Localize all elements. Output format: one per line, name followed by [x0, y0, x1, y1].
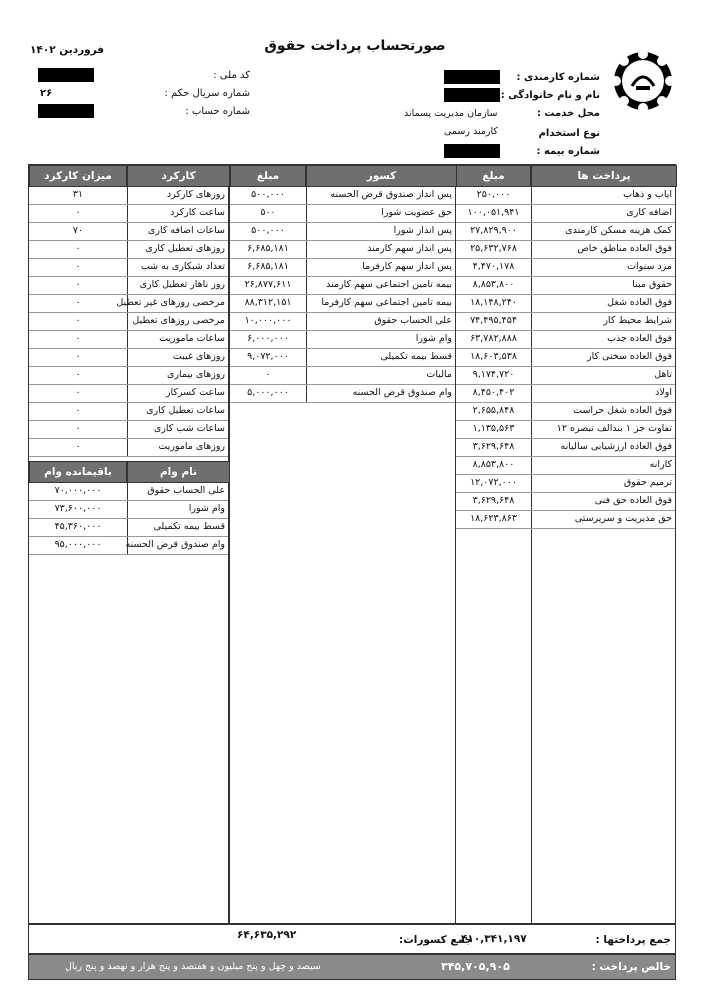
payment-row-label: حقوق مبنا — [632, 279, 672, 290]
payment-row-label: اضافه کاری — [626, 207, 672, 218]
loan-row-label: قسط بیمه تکمیلی — [153, 521, 225, 532]
full-name-label: نام و نام خانوادگی : — [500, 90, 600, 101]
insurance-number-label: شماره بیمه : — [536, 146, 600, 157]
deduction-row-label: پس انداز صندوق قرض الحسنه — [330, 189, 452, 200]
deduction-row-label: قسط بیمه تکمیلی — [380, 351, 452, 362]
workday-row — [29, 367, 228, 385]
payment-row-label: فوق العاده شغل حراست — [573, 405, 672, 416]
workday-row — [29, 259, 228, 277]
employee-number-label: شماره کارمندی : — [516, 72, 600, 83]
payment-row-label: فوق العاده شغل — [607, 297, 672, 308]
full-name-redacted — [444, 88, 500, 102]
deduction-row — [230, 241, 455, 259]
loans-header-label: نام وام — [127, 461, 230, 483]
loan-row-label: وام شورا — [188, 503, 225, 514]
workplace-value: سازمان مدیریت پسماند — [404, 108, 498, 119]
workday-row-amount: ۰ — [75, 423, 81, 434]
deduction-row-amount: ۶,۶۸۵,۱۸۱ — [247, 243, 289, 254]
payment-row-amount: ۱۸,۶۲۳,۸۶۳ — [470, 513, 517, 524]
workday-row-label: روزهای کارکرد — [166, 189, 225, 200]
payment-row-label: فوق العاده ارزشیابی سالیانه — [560, 441, 672, 452]
deduction-row-amount: ۵۰۰,۰۰۰ — [251, 225, 285, 236]
payment-row-label: ترمیم حقوق — [623, 477, 672, 488]
loans-header-amount: باقیمانده وام — [29, 461, 127, 483]
totals-row — [28, 924, 676, 954]
loan-row-amount: ۷۳,۶۰۰,۰۰۰ — [54, 503, 102, 514]
workday-row-amount: ۳۱ — [72, 189, 84, 200]
deduction-row-amount: ۵۰۰,۰۰۰ — [251, 189, 285, 200]
deduction-row-amount: ۵,۰۰۰,۰۰۰ — [247, 387, 289, 398]
deduction-row-label: بیمه تامین اجتماعی سهم کارمند — [326, 279, 452, 290]
payment-row — [456, 205, 675, 223]
payments-header-label: پرداخت ها — [531, 165, 677, 187]
payment-row — [456, 331, 675, 349]
workday-row — [29, 205, 228, 223]
deduction-row — [230, 277, 455, 295]
payment-row — [456, 349, 675, 367]
payment-row — [456, 295, 675, 313]
payments-header-amount: مبلغ — [456, 165, 531, 187]
deduction-row-label: پس انداز شورا — [393, 225, 452, 236]
workday-row — [29, 277, 228, 295]
loan-row — [29, 519, 228, 537]
workday-row-label: روزهای بیماری — [166, 369, 225, 380]
workday-row-amount: ۰ — [75, 207, 81, 218]
workday-row-label: ساعات شب کاری — [153, 423, 225, 434]
employment-type-value: کارمند رسمی — [444, 126, 498, 137]
payments-table — [455, 164, 676, 924]
payment-row-amount: ۱,۱۳۵,۵۶۳ — [472, 423, 515, 434]
workday-row-amount: ۰ — [75, 441, 81, 452]
organization-logo — [612, 50, 674, 112]
deductions-header-amount: مبلغ — [230, 165, 306, 187]
payment-row-label: مزد سنوات — [627, 261, 672, 272]
deduction-row-label: پس انداز سهم کارمند — [367, 243, 452, 254]
page-title: صورتحساب پرداخت حقوق — [264, 38, 446, 54]
payment-row-label: فوق العاده مناطق خاص — [577, 243, 672, 254]
payment-row-label: کارانه — [649, 459, 672, 470]
workday-row — [29, 295, 228, 313]
payment-row-label: فوق العاده سختی کار — [587, 351, 672, 362]
net-pay-bar — [28, 954, 676, 980]
workday-row-label: ساعات ماموریت — [159, 333, 225, 344]
payment-row-label: حق مدیریت و سرپرستی — [574, 513, 672, 524]
payment-row-amount: ۱۸,۶۰۳,۵۳۸ — [470, 351, 517, 362]
payment-row — [456, 421, 675, 439]
deduction-row-amount: ۹,۰۷۲,۰۰۰ — [247, 351, 289, 362]
deduction-row — [230, 187, 455, 205]
payment-row — [456, 313, 675, 331]
workday-row — [29, 421, 228, 439]
workday-row — [29, 439, 228, 457]
payment-row-amount: ۸,۸۵۳,۸۰۰ — [472, 279, 515, 290]
payment-row-amount: ۷۴,۴۹۵,۴۵۴ — [470, 315, 517, 326]
deductions-table — [229, 164, 456, 924]
deduction-row — [230, 385, 455, 403]
insurance-number-redacted — [444, 144, 500, 158]
loan-row-amount: ۷۰,۰۰۰,۰۰۰ — [54, 485, 102, 496]
workday-row-amount: ۰ — [75, 333, 81, 344]
workday-row — [29, 349, 228, 367]
workday-row-amount: ۰ — [75, 261, 81, 272]
deduction-row-label: بیمه تامین اجتماعی سهم کارفرما — [321, 297, 452, 308]
deduction-row — [230, 205, 455, 223]
payment-row-label: تاهل — [654, 369, 672, 380]
payment-row — [456, 493, 675, 511]
payment-row-amount: ۹,۱۷۴,۷۲۰ — [472, 369, 515, 380]
payment-row — [456, 475, 675, 493]
workday-row-amount: ۰ — [75, 369, 81, 380]
date-label: فروردین ۱۴۰۲ — [30, 44, 105, 56]
deduction-row-label: پس انداز سهم کارفرما — [362, 261, 452, 272]
payment-row-amount: ۶۳,۷۸۲,۸۸۸ — [470, 333, 517, 344]
payment-row — [456, 511, 675, 529]
decree-serial-value: ۲۶ — [40, 88, 53, 99]
total-deductions-label: جمع کسورات: — [399, 934, 473, 946]
loan-row-amount: ۴۵,۳۶۰,۰۰۰ — [54, 521, 102, 532]
loan-row-label: وام صندوق قرض الحسنه — [125, 539, 225, 550]
deduction-row-amount: ۲۶,۸۷۷,۶۱۱ — [244, 279, 292, 290]
workday-row — [29, 403, 228, 421]
payment-row-label: کمک هزینه مسکن کارمندی — [565, 225, 672, 236]
payment-row-label: ایاب و ذهاب — [623, 189, 672, 200]
workday-row-label: روز ناهار تعطیل کاری — [139, 279, 225, 290]
payment-row-label: فوق العاده جذب — [607, 333, 672, 344]
deduction-row-label: وام صندوق قرض الحسنه — [352, 387, 452, 398]
national-id-label: کد ملی : — [213, 70, 250, 81]
workdays-header-label: کارکرد — [127, 165, 230, 187]
workday-row-label: روزهای غیبت — [172, 351, 225, 362]
total-payments-label: جمع پرداختها : — [595, 934, 671, 946]
payment-row — [456, 385, 675, 403]
workplace-label: محل خدمت : — [536, 108, 600, 119]
workday-row-amount: ۰ — [75, 351, 81, 362]
deduction-row-label: علی الحساب حقوق — [374, 315, 452, 326]
payment-row — [456, 403, 675, 421]
net-pay-label: خالص پرداخت : — [591, 961, 671, 973]
workday-row-label: روزهای ماموریت — [158, 441, 225, 452]
employment-type-label: نوع استخدام — [538, 128, 600, 139]
total-payments-value: ۴۱۰,۳۴۱,۱۹۷ — [461, 933, 527, 945]
workdays-header-amount: میزان کارکرد — [29, 165, 127, 187]
decree-serial-label: شماره سریال حکم : — [164, 88, 250, 99]
payment-row-amount: ۱۲,۰۷۲,۰۰۰ — [470, 477, 517, 488]
workdays-table — [28, 164, 229, 924]
total-deductions-value: ۶۴,۶۳۵,۲۹۲ — [237, 929, 297, 941]
net-pay-words: سیصد و چهل و پنج میلیون و هفتصد و پنج هزار و نهصد و پنج ریال — [65, 961, 321, 972]
left-info-block — [30, 66, 250, 126]
deduction-row — [230, 367, 455, 385]
payment-row — [456, 277, 675, 295]
deduction-row-label: حق عضویت شورا — [381, 207, 452, 218]
account-number-label: شماره حساب : — [185, 106, 250, 117]
workday-row-label: تعداد شبکاری به شب — [140, 261, 225, 272]
account-number-redacted — [38, 104, 94, 118]
deduction-row — [230, 331, 455, 349]
payment-row — [456, 439, 675, 457]
workday-row-amount: ۰ — [75, 387, 81, 398]
payment-row-amount: ۲۵۰,۰۰۰ — [476, 189, 511, 200]
payment-row — [456, 457, 675, 475]
deduction-row — [230, 349, 455, 367]
deductions-header-label: کسور — [306, 165, 457, 187]
payment-row-amount: ۲۷,۸۲۹,۹۰۰ — [470, 225, 517, 236]
workday-row — [29, 223, 228, 241]
loan-row — [29, 501, 228, 519]
payment-row-amount: ۳,۶۲۹,۶۴۸ — [472, 495, 515, 506]
workday-row-amount: ۰ — [75, 315, 81, 326]
loan-row — [29, 537, 228, 555]
payment-row-amount: ۸,۸۵۳,۸۰۰ — [472, 459, 515, 470]
workday-row — [29, 187, 228, 205]
payment-row-amount: ۸,۴۵۰,۴۰۲ — [472, 387, 515, 398]
workday-row-label: ساعت کارکرد — [170, 207, 225, 218]
loan-row-amount: ۹۵,۰۰۰,۰۰۰ — [54, 539, 102, 550]
deduction-row-amount: ۵۰۰ — [260, 207, 276, 218]
employee-number-redacted — [444, 70, 500, 84]
workday-row-label: ساعات اضافه کاری — [147, 225, 225, 236]
workday-row-amount: ۰ — [75, 297, 81, 308]
loan-row — [29, 483, 228, 501]
payment-row — [456, 223, 675, 241]
workday-row — [29, 385, 228, 403]
payment-row-amount: ۱۸,۱۴۸,۲۴۰ — [470, 297, 517, 308]
workday-row — [29, 331, 228, 349]
loan-row-label: علی الحساب حقوق — [147, 485, 225, 496]
workday-row-label: ساعت کسرکار — [165, 387, 225, 398]
deduction-row — [230, 223, 455, 241]
workday-row-label: ساعات تعطیل کاری — [146, 405, 225, 416]
workday-row-amount: ۰ — [75, 405, 81, 416]
workday-row-label: مرخصی روزهای تعطیل — [132, 315, 225, 326]
workday-row-label: روزهای تعطیل کاری — [145, 243, 225, 254]
deduction-row — [230, 295, 455, 313]
workday-row — [29, 241, 228, 259]
payment-row-amount: ۲,۶۵۵,۸۴۸ — [472, 405, 515, 416]
net-pay-value: ۳۴۵,۷۰۵,۹۰۵ — [441, 960, 510, 973]
workday-row — [29, 313, 228, 331]
payment-row-amount: ۳,۶۲۹,۶۴۸ — [472, 441, 515, 452]
payment-row — [456, 367, 675, 385]
right-info-block — [400, 70, 600, 162]
deduction-row-amount: ۸۸,۳۱۲,۱۵۱ — [244, 297, 292, 308]
deduction-row-amount: ۰ — [265, 369, 271, 380]
deduction-row — [230, 313, 455, 331]
deduction-row-label: وام شورا — [415, 333, 452, 344]
deduction-row-amount: ۱۰,۰۰۰,۰۰۰ — [244, 315, 292, 326]
payment-row — [456, 187, 675, 205]
payment-row-label: فوق العاده حق فنی — [594, 495, 672, 506]
workday-row-amount: ۷۰ — [72, 225, 84, 236]
workday-row-amount: ۰ — [75, 279, 81, 290]
deduction-row-amount: ۶,۶۸۵,۱۸۱ — [247, 261, 289, 272]
payment-row-amount: ۲۵,۶۳۲,۷۶۸ — [470, 243, 517, 254]
payment-row-amount: ۴,۴۷۰,۱۷۸ — [472, 261, 515, 272]
payment-row-amount: ۱۰۰,۰۵۱,۹۴۱ — [467, 207, 520, 218]
payment-row — [456, 259, 675, 277]
workday-row-label: مرخصی روزهای غیر تعطیل — [116, 297, 225, 308]
deduction-row — [230, 259, 455, 277]
payment-row-label: اولاد — [655, 387, 672, 398]
workday-row-amount: ۰ — [75, 243, 81, 254]
national-id-redacted — [38, 68, 94, 82]
payment-row-label: شرایط محیط کار — [603, 315, 672, 326]
deduction-row-amount: ۶,۰۰۰,۰۰۰ — [247, 333, 289, 344]
deduction-row-label: مالیات — [426, 369, 452, 380]
payment-row — [456, 241, 675, 259]
payment-row-label: تفاوت جز ۱ بندالف تبصره ۱۲ — [556, 423, 672, 434]
